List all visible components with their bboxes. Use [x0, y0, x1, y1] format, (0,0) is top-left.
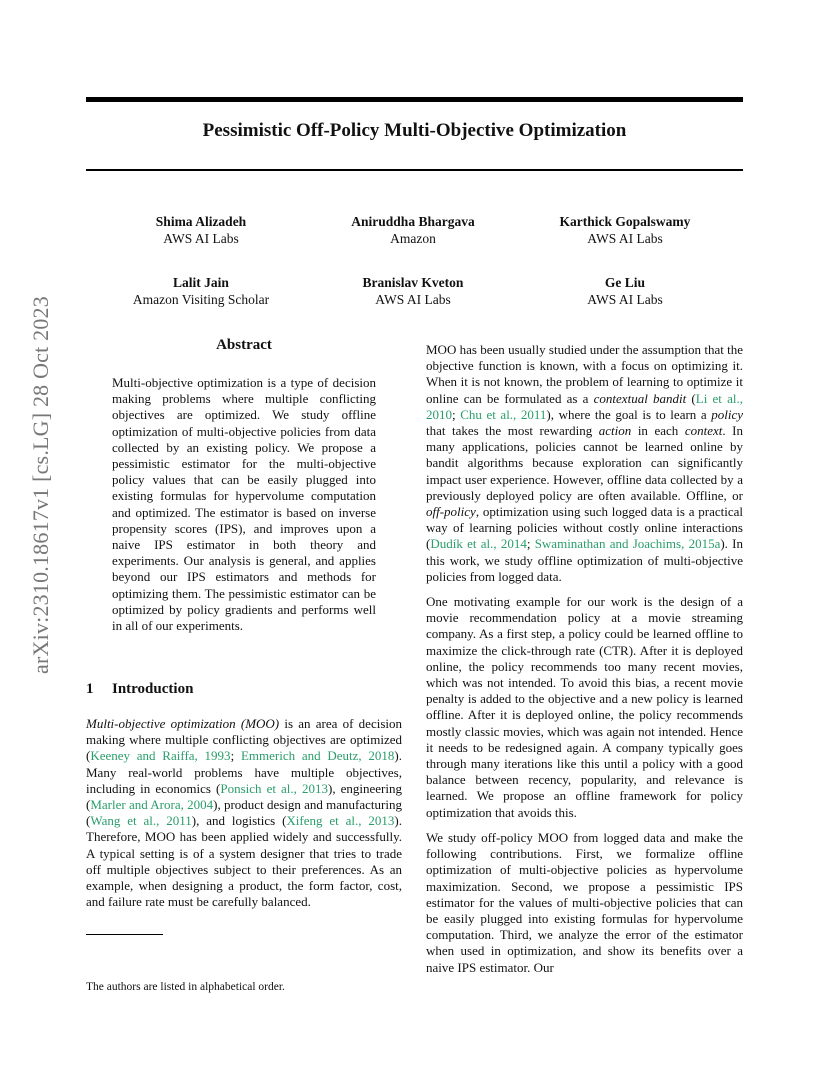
citation-link[interactable]: Ponsich et al., 2013: [220, 780, 328, 796]
author-affiliation: AWS AI Labs: [587, 292, 663, 307]
text-run: MOO has been usually studied under the assumption that the objective function is known, with a focus on optimizing it. When it is not known, the problem of learning to optimize it online can be formulated as a: [426, 342, 743, 406]
citation-link[interactable]: Keeney and Raiffa, 1993: [90, 748, 231, 764]
text-run: , optimization using such logged data is a practical way of learning policies without costly online interactions (: [426, 504, 743, 552]
text-run: . In many applications, policies cannot be learned online by bandit algorithms because exploration can significantly impact user experience. However, offline data collected by a previously deployed policy are often available. Offline, or: [426, 423, 743, 503]
abstract-text: Multi-objective optimization is a type of decision making problems where multiple conflicting objectives are optimized. We study offline optimization of multi-objective policies from data collected by an existing policy. We propose a pessimistic estimator for the multi-objective policy values that can be easily plugged into existing formulas for hypervolume computation and optimized. The estimator is based on inverse propensity scores (IPS), and improves upon a naive IPS estimator in both theory and experiments. Our analysis is general, and applies beyond our IPS estimators and methods for optimizing them. The pessimistic estimator can be optimized by policy gradients and performs well in all of our experiments.: [112, 375, 376, 634]
author-affiliation: AWS AI Labs: [163, 231, 239, 246]
author-block: [101, 213, 301, 247]
citation-link[interactable]: Dudík et al., 2014: [430, 536, 527, 552]
arxiv-sidebar: [26, 290, 56, 680]
footnote-rule: [86, 934, 163, 935]
author-name: Ge Liu: [604, 275, 646, 290]
citation-link[interactable]: Chu et al., 2011: [460, 406, 547, 422]
footnote: The authors are listed in alphabetical order.: [86, 981, 285, 993]
citation-link[interactable]: Xifeng et al., 2013: [286, 813, 395, 829]
author-affiliation: AWS AI Labs: [587, 231, 663, 246]
text-run: ;: [452, 406, 461, 422]
paragraph: [426, 342, 743, 585]
citation-link[interactable]: Wang et al., 2011: [90, 813, 192, 829]
text-run: (: [686, 390, 696, 406]
text-run: ). Many real-world problems have multiple objectives, including in economics (: [86, 748, 402, 796]
author-block: [525, 274, 725, 308]
author-block: [101, 274, 301, 308]
author-affiliation: Amazon Visiting Scholar: [132, 292, 270, 307]
section-heading: [86, 681, 193, 698]
author-affiliation: Amazon: [390, 231, 436, 246]
section-title: Introduction: [112, 681, 194, 697]
emphasis: contextual bandit: [593, 390, 687, 406]
abstract-heading: Abstract: [216, 337, 272, 353]
citation-link[interactable]: Li et al., 2010: [426, 390, 743, 422]
author-name: Branislav Kveton: [362, 275, 464, 290]
text-run: ), where the goal is to learn a: [546, 406, 712, 422]
emphasis: off-policy: [426, 504, 476, 520]
text-run: in each: [631, 423, 685, 439]
author-block: [525, 213, 725, 247]
text-run: ), engineering (: [86, 780, 402, 813]
author-block: [313, 213, 513, 247]
text-run: ), and logistics (: [191, 813, 287, 829]
citation-link[interactable]: Swaminathan and Joachims, 2015a: [534, 536, 721, 552]
citation-link[interactable]: Emmerich and Deutz, 2018: [240, 748, 395, 764]
text-run: ;: [230, 748, 241, 764]
emphasis: context: [684, 423, 723, 439]
paragraph: We study off-policy MOO from logged data and make the following contributions. First, we formalize offline optimization of multi-objective policies as hypervolume maximization. Second, we propose a pessimistic IPS estimator for the values of multi-objective policies that can be easily plugged into existing formulas for hypervolume computation. Third, we analyze the error of the estimator when used in optimization, and show its benefits over a naive IPS estimator. Our: [426, 829, 743, 975]
title-bottom-rule: [86, 169, 743, 171]
citation-link[interactable]: Marler and Arora, 2004: [90, 797, 214, 813]
arxiv-identifier: arXiv:2310.18617v1 [cs.LG] 28 Oct 2023: [28, 296, 53, 674]
emphasis: Multi-objective optimization (MOO): [86, 716, 280, 731]
text-run: is an area of decision making where multiple conflicting objectives are optimized (: [86, 716, 402, 764]
paragraph: [86, 716, 402, 910]
author-name: Lalit Jain: [173, 275, 229, 290]
author-affiliation: AWS AI Labs: [375, 292, 451, 307]
text-run: ). Therefore, MOO has been applied widely and successfully. A typical setting is of a system designer that tries to trade off multiple objectives subject to their preferences. As an example, when designing a product, the form factor, cost, and failure rate must be carefully balanced.: [86, 813, 403, 910]
author-block: [313, 274, 513, 308]
emphasis: policy: [711, 406, 743, 422]
text-run: ;: [526, 536, 535, 552]
author-name: Aniruddha Bhargava: [351, 214, 475, 229]
section-number: 1: [86, 681, 94, 697]
title-top-rule: [86, 97, 743, 102]
paper-title: Pessimistic Off-Policy Multi-Objective Optimization: [202, 120, 627, 141]
author-name: Karthick Gopalswamy: [559, 214, 691, 229]
intro-column-left: [86, 716, 402, 910]
emphasis: action: [598, 423, 632, 439]
paragraph: One motivating example for our work is the design of a movie recommendation policy at a movie streaming company. As a first step, a policy could be learned offline to maximize the click-through rate (CTR). After it is deployed online, the policy recommends too many recent movies, which was not intended. To avoid this bias, a recent movie penalty is added to the objective and a new policy is learned offline. After it is deployed online, the policy recommends mostly classic movies, which was again not intended. Hence it needs to be redesigned again. A company typically goes through many iterations like this until a policy with a good balance between recency, popularity, and relevance is learned. We propose an offline framework for policy optimization that avoids this.: [426, 594, 743, 820]
text-run: ), product design and manufacturing (: [86, 797, 402, 829]
author-name: Shima Alizadeh: [155, 214, 247, 229]
text-run: that takes the most rewarding: [426, 423, 599, 439]
intro-column-right: [426, 342, 743, 985]
text-run: ). In this work, we study offline optimization of multi-objective policies from logged data.: [426, 536, 743, 584]
